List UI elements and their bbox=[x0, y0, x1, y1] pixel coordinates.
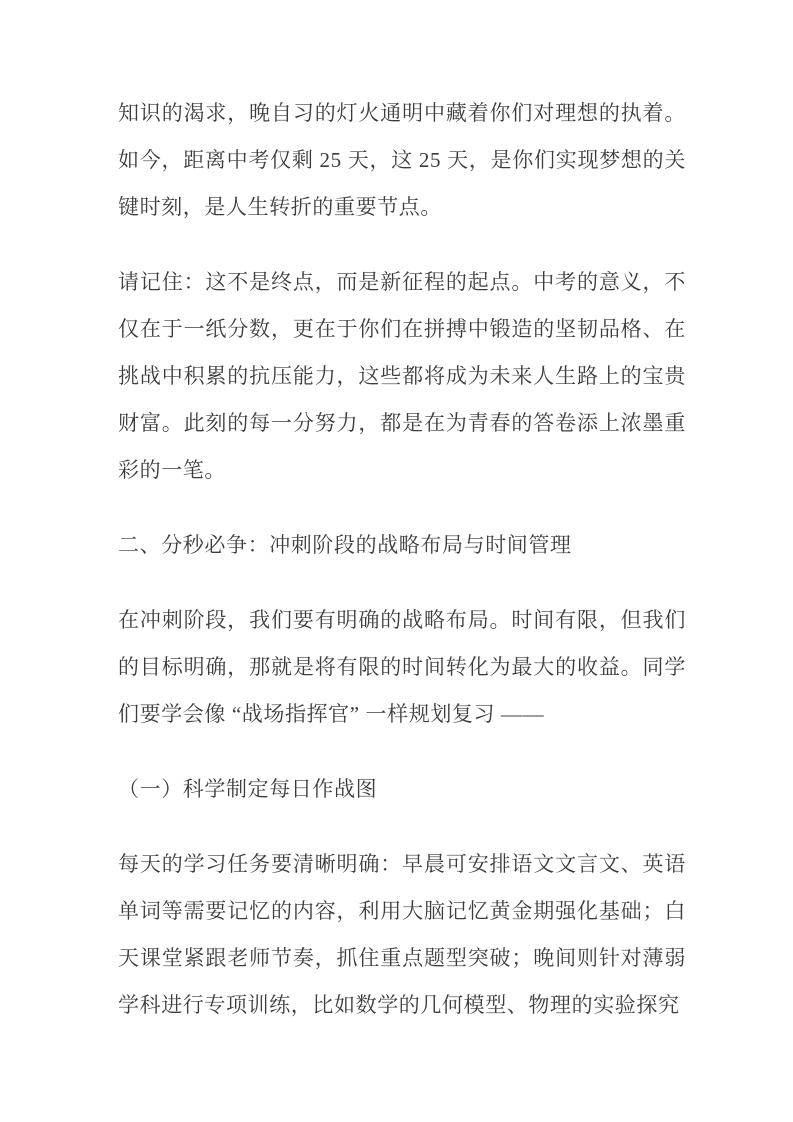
paragraph-intro-countdown: 知识的渴求，晚自习的灯火通明中藏着你们对理想的执着。如今，距离中考仅剩 25 天，这 25 天，是你们实现梦想的关键时刻，是人生转折的重要节点。 bbox=[118, 101, 686, 219]
paragraph-daily-plan-detail: 每天的学习任务要清晰明确：早晨可安排语文文言文、英语单词等需要记忆的内容，利用大脑记忆黄金期强化基础；白天课堂紧跟老师节奏，抓住重点题型突破；晚间则针对薄弱学科进行专项训练，比如数学的几何模型、物理的实验探究 bbox=[118, 852, 686, 1017]
paragraph-exam-meaning: 请记住：这不是终点，而是新征程的起点。中考的意义，不仅在于一纸分数，更在于你们在拼搏中锻造的坚韧品格、在挑战中积累的抗压能力，这些都将成为未来人生路上的宝贵财富。此刻的每一分努力，都是在为青春的答卷添上浓墨重彩的一笔。 bbox=[118, 270, 686, 482]
paragraph-strategy-overview: 在冲刺阶段，我们要有明确的战略布局。时间有限，但我们的目标明确，那就是将有限的时间转化为最大的收益。同学们要学会像 “战场指挥官” 一样规划复习 —— bbox=[118, 608, 686, 726]
section-heading-strategy: 二、分秒必争：冲刺阶段的战略布局与时间管理 bbox=[118, 533, 572, 557]
subsection-heading-daily-plan: （一）科学制定每日作战图 bbox=[118, 777, 378, 801]
